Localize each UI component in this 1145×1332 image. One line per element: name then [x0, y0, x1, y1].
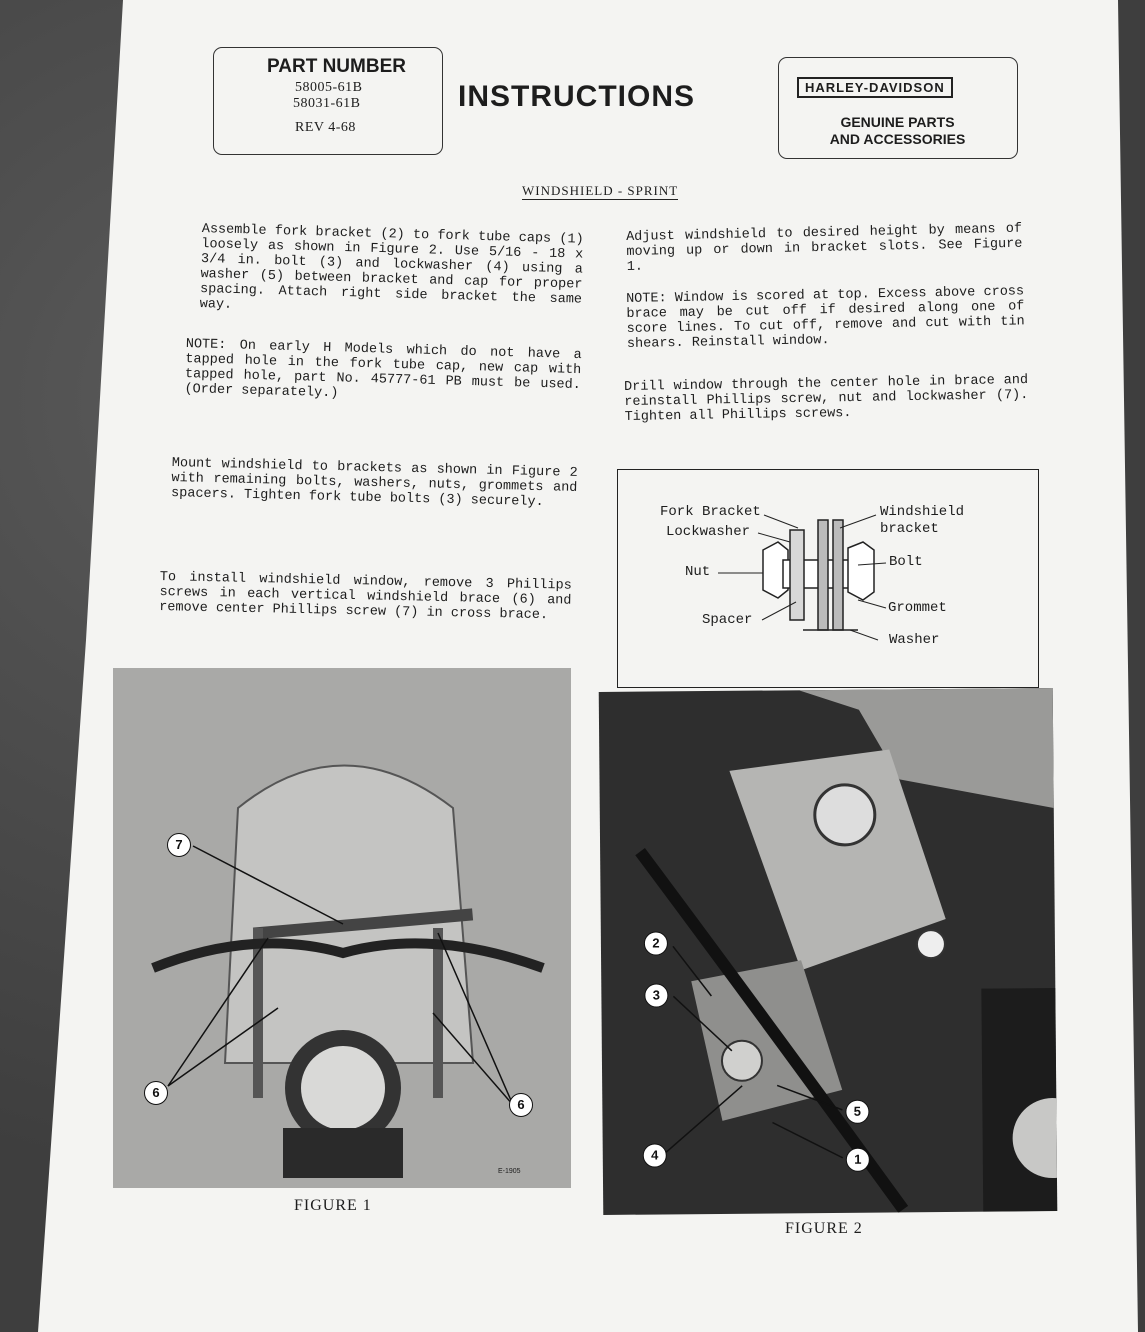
- figure-2-caption: FIGURE 2: [785, 1220, 863, 1237]
- part-number-2: 58031-61B: [293, 96, 361, 111]
- figure-1-caption: FIGURE 1: [294, 1197, 372, 1214]
- label-lockwasher: Lockwasher: [666, 524, 751, 540]
- motorcycle-front-illustration: [113, 668, 571, 1188]
- brand-tagline-2: AND ACCESSORIES: [829, 131, 966, 147]
- fork-bracket-shape: [833, 520, 843, 630]
- callout-2: 2: [644, 931, 668, 955]
- photo-code: E-1905: [498, 1168, 521, 1175]
- spacer-shape: [790, 530, 804, 620]
- label-bracket: bracket: [880, 521, 939, 537]
- section-heading: WINDSHIELD - SPRINT: [522, 183, 679, 198]
- figure-1-photo: [113, 668, 571, 1188]
- callout-7: 7: [167, 833, 191, 857]
- bolt-head: [848, 542, 874, 600]
- step-adjust: Adjust windshield to desired height by means of moving up or down in bracket slots. See Figure 1.: [626, 221, 1023, 275]
- hardware-diagram-svg: [618, 470, 1038, 687]
- label-nut: Nut: [685, 564, 711, 580]
- note-window-scored: NOTE: Window is scored at top. Excess above cross brace may be cut off if desired along one of score lines. To cut off, remove and cut with tin shears. Reinstall window.: [626, 284, 1025, 352]
- figure-2-photo: [599, 688, 1058, 1215]
- brand-tagline: [805, 114, 990, 148]
- callout-4: 4: [643, 1143, 667, 1167]
- callout-6-right: 6: [509, 1093, 533, 1117]
- label-windshield: Windshield: [880, 504, 965, 520]
- brand-tagline-1: GENUINE PARTS: [840, 114, 955, 130]
- step-install-window: To install windshield window, remove 3 Phillips screws in each vertical windshield brace (6) and remove center Phillips screw (7) in cross brace.: [159, 570, 572, 624]
- callout-5: 5: [845, 1100, 869, 1124]
- brand-logo: HARLEY-DAVIDSON: [797, 77, 953, 98]
- part-number-1: 58005-61B: [295, 80, 363, 95]
- label-fork-bracket: Fork Bracket: [660, 504, 761, 520]
- label-spacer: Spacer: [702, 612, 753, 628]
- part-number-title: PART NUMBER: [267, 56, 406, 77]
- bracket-closeup-illustration: [599, 688, 1058, 1215]
- label-washer: Washer: [889, 632, 940, 648]
- hardware-diagram: [617, 469, 1039, 688]
- step-assemble: Assemble fork bracket (2) to fork tube caps (1) loosely as shown in Figure 2. Use 5/16 - 18 x 3/4 in. bolt (3) and lockwasher (4) using a washer (5) between bracket and cap for proper spacing. Attach right side bracket the same way.: [199, 222, 584, 313]
- callout-6-left: 6: [144, 1081, 168, 1105]
- label-grommet: Grommet: [888, 600, 947, 616]
- note-early-models: NOTE: On early H Models which do not have a tapped hole in the fork tube cap, new cap with tapped hole, part No. 45777-61 PB must be used. (Order separately.): [184, 337, 582, 402]
- revision: REV 4-68: [295, 120, 356, 135]
- label-bolt: Bolt: [889, 554, 923, 570]
- callout-1: 1: [846, 1148, 870, 1172]
- page-title: INSTRUCTIONS: [458, 80, 695, 113]
- step-drill: Drill window through the center hole in brace and reinstall Phillips screw, nut and lockwasher (7). Tighten all Phillips screws.: [624, 372, 1029, 425]
- windshield-bracket-shape: [818, 520, 828, 630]
- callout-3: 3: [644, 983, 668, 1007]
- step-mount: Mount windshield to brackets as shown in Figure 2 with remaining bolts, washers, nuts, grommets and spacers. Tighten fork tube bolts (3) securely.: [170, 456, 578, 511]
